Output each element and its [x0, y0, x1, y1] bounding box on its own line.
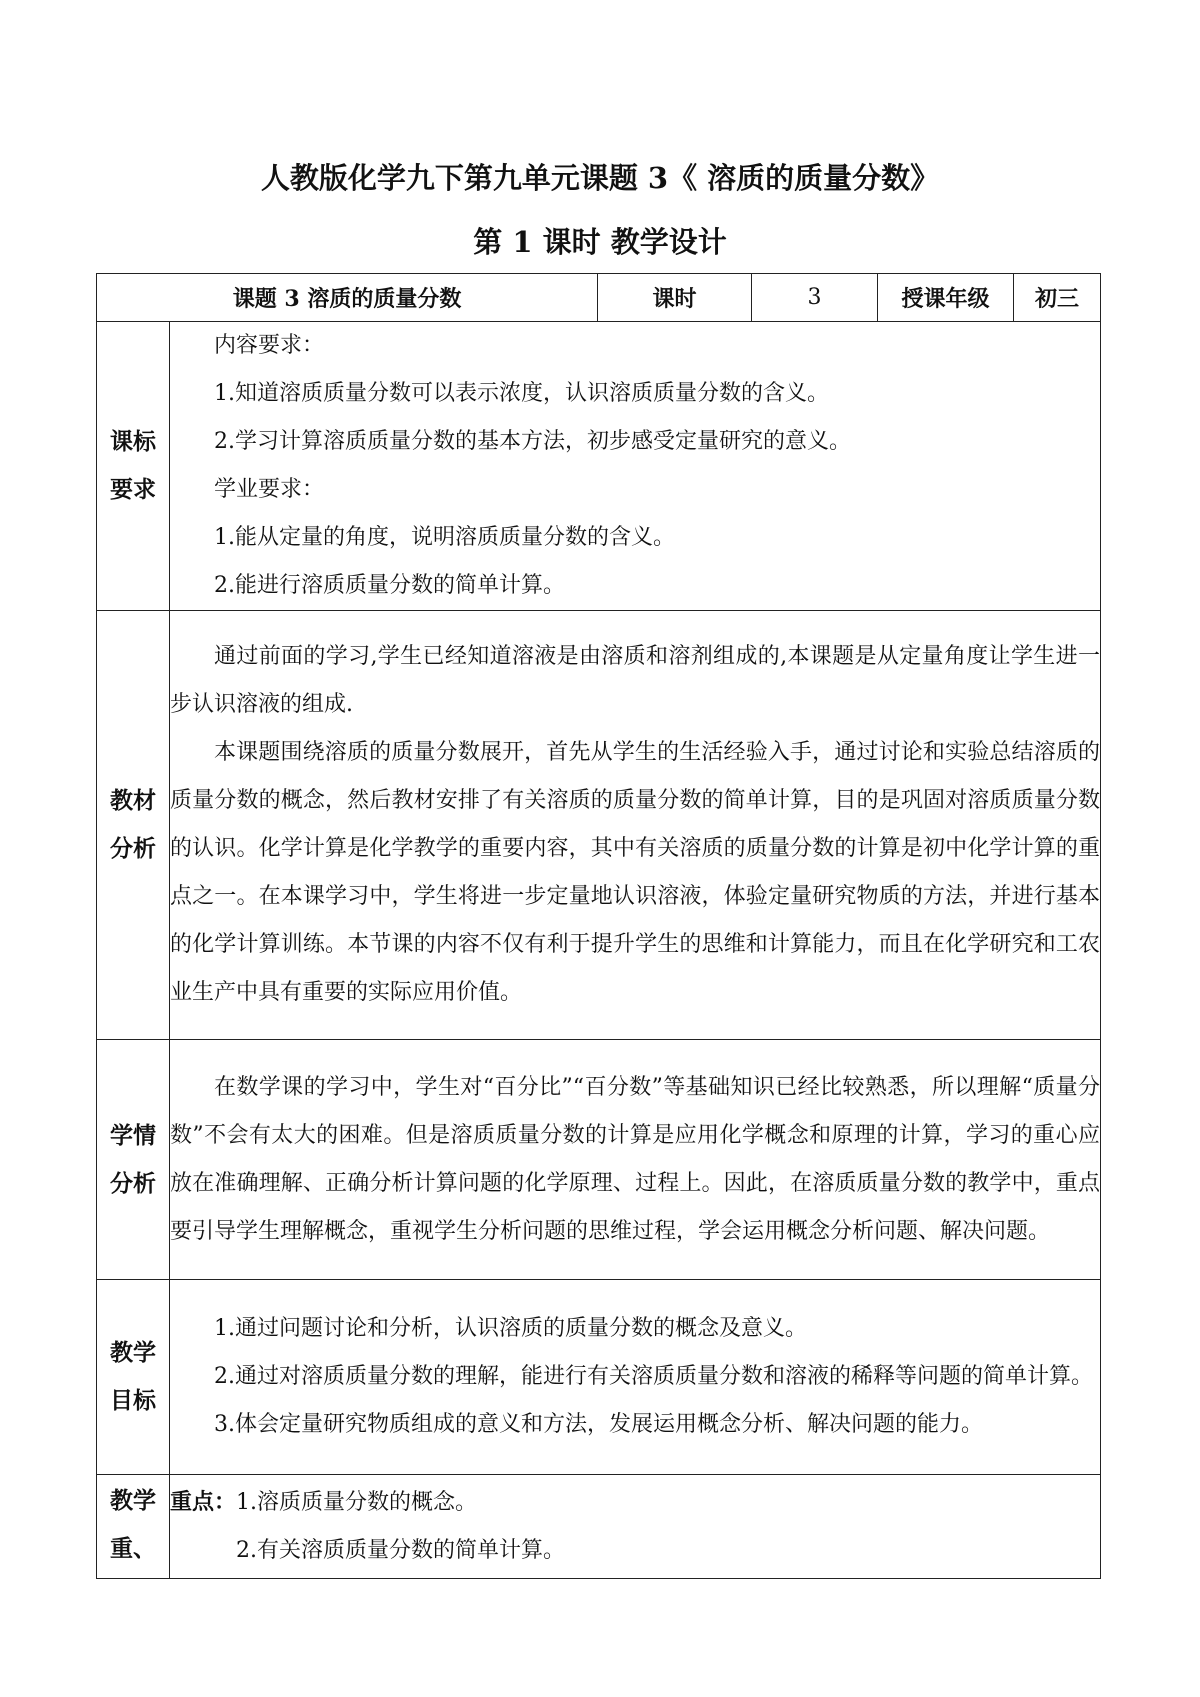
- keypoints-label: [97, 1475, 170, 1579]
- header-row: [97, 274, 1101, 322]
- students-label-line2: 分析: [110, 1169, 156, 1197]
- students-row: [97, 1040, 1101, 1280]
- curriculum-paragraph: 2.学习计算溶质质量分数的基本方法，初步感受定量研究的意义。: [214, 429, 851, 454]
- keypoints-label-line2: 重、: [110, 1535, 156, 1562]
- grade-value-cell: 初三: [1014, 274, 1101, 322]
- students-label-line1: 学情: [110, 1121, 156, 1149]
- textbook-row: [97, 611, 1101, 1040]
- document-subtitle: 第 1 课时 教学设计: [473, 225, 727, 259]
- curriculum-paragraph: 2.能进行溶质质量分数的简单计算。: [214, 573, 565, 598]
- keypoints-content: [170, 1475, 1101, 1579]
- textbook-paragraph: 本课题围绕溶质的质量分数展开，首先从学生的生活经验入手，通过讨论和实验总结溶质的质量分数的概念，然后教材安排了有关溶质的质量分数的简单计算，目的是巩固对溶质质量分数的认识。化学计算是化学教学的重要内容，其中有关溶质的质量分数的计算是初中化学计算的重点之一。在本课学习中，学生将进一步定量地认识溶液，体验定量研究物质的方法，并进行基本的化学计算训练。本节课的内容不仅有利于提升学生的思维和计算能力，而且在化学研究和工农业生产中具有重要的实际应用价值。: [170, 740, 1101, 1005]
- key-label: 重点：: [170, 1489, 237, 1515]
- students-paragraph: 在数学课的学习中，学生对“百分比”“百分数”等基础知识已经比较熟悉，所以理解“质量分数”不会有太大的困难。但是溶质质量分数的计算是应用化学概念和原理的计算，学习的重心应放在准确理解、正确分析计算问题的化学原理、过程上。因此，在溶质质量分数的教学中，重点要引导学生理解概念，重视学生分析问题的思维过程，学会运用概念分析问题、解决问题。: [170, 1074, 1101, 1244]
- textbook-label-line2: 分析: [110, 835, 156, 862]
- textbook-paragraph: 通过前面的学习,学生已经知道溶液是由溶质和溶剂组成的,本课题是从定量角度让学生进一步认识溶液的组成.: [170, 644, 1101, 717]
- keypoint-item: 2.有关溶质质量分数的简单计算。: [236, 1538, 565, 1563]
- students-content: [170, 1040, 1101, 1280]
- objectives-paragraph: 1.通过问题讨论和分析，认识溶质的质量分数的概念及意义。: [214, 1316, 807, 1341]
- keypoints-row: [97, 1475, 1101, 1579]
- objectives-paragraph: 3.体会定量研究物质组成的意义和方法，发展运用概念分析、解决问题的能力。: [214, 1412, 983, 1437]
- topic-cell: 课题 3 溶质的质量分数: [97, 274, 598, 322]
- objectives-paragraph: 2.通过对溶质质量分数的理解，能进行有关溶质质量分数和溶液的稀释等问题的简单计算。: [214, 1364, 1093, 1389]
- grade-label-cell: 授课年级: [878, 274, 1014, 322]
- textbook-label: [97, 611, 170, 1040]
- curriculum-label-line1: 课标: [110, 428, 156, 455]
- curriculum-paragraph: 1.能从定量的角度，说明溶质质量分数的含义。: [214, 525, 675, 550]
- curriculum-row: [97, 322, 1101, 611]
- textbook-content: [170, 611, 1101, 1040]
- curriculum-paragraph: 1.知道溶质质量分数可以表示浓度，认识溶质质量分数的含义。: [214, 381, 829, 406]
- period-value-cell: 3: [752, 274, 878, 322]
- period-label-cell: 课时: [598, 274, 752, 322]
- objectives-label-line1: 教学: [110, 1339, 156, 1366]
- students-label: [97, 1040, 170, 1280]
- curriculum-content: [170, 322, 1101, 611]
- objectives-label: [97, 1280, 170, 1475]
- objectives-row: [97, 1280, 1101, 1475]
- lesson-plan-table: [96, 273, 1101, 1579]
- keypoint-text: 1.溶质质量分数的概念。: [236, 1490, 478, 1515]
- objectives-label-line2: 目标: [110, 1387, 156, 1414]
- curriculum-label-line2: 要求: [110, 476, 156, 503]
- curriculum-paragraph: 内容要求：: [214, 333, 325, 358]
- curriculum-paragraph: 学业要求：: [214, 477, 325, 502]
- document-title: 人教版化学九下第九单元课题 3《 溶质的质量分数》: [260, 161, 940, 195]
- curriculum-label: [97, 322, 170, 611]
- objectives-content: [170, 1280, 1101, 1475]
- textbook-label-line1: 教材: [110, 787, 156, 814]
- keypoints-label-line1: 教学: [110, 1487, 156, 1514]
- keypoint-item: [170, 1478, 1100, 1527]
